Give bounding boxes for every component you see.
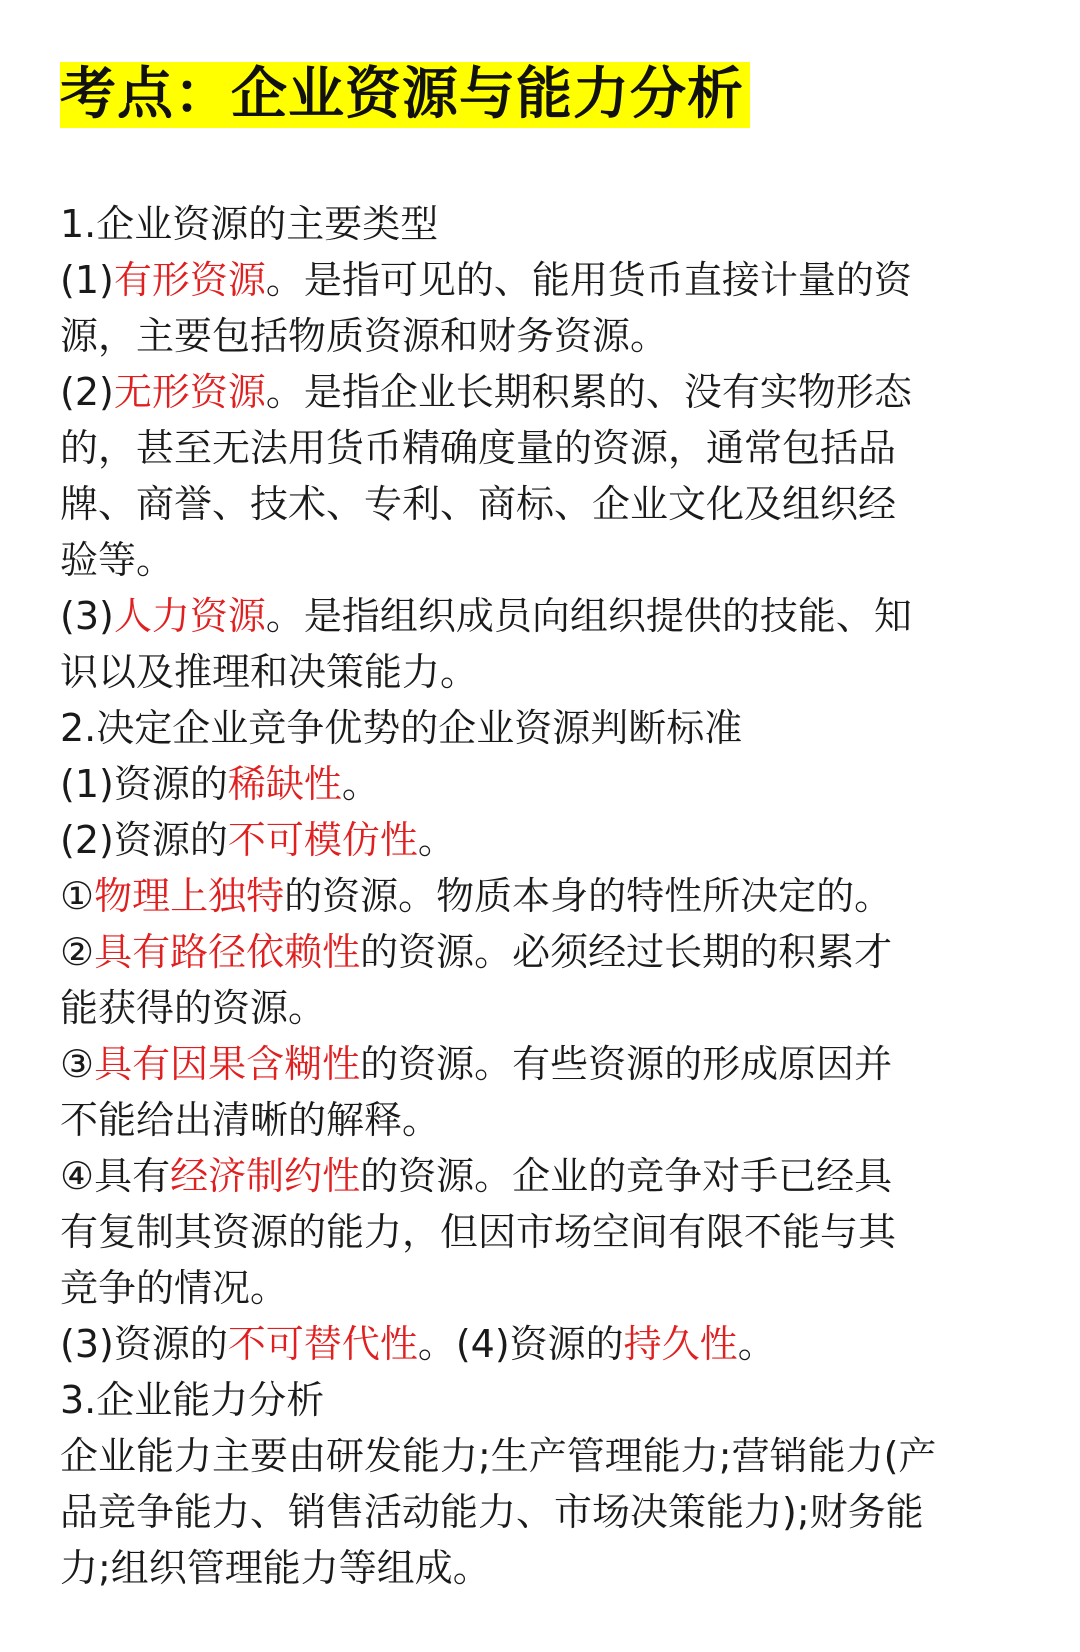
text-line	[60, 700, 1020, 756]
text-segment: 2.决定企业竞争优势的企业资源判断标准	[60, 706, 743, 750]
text-segment: (2)资源的	[60, 818, 228, 862]
text-segment: 识以及推理和决策能力。	[60, 650, 479, 694]
text-segment: 的资源。有些资源的形成原因并	[360, 1042, 893, 1086]
highlighted-term: 稀缺性	[227, 762, 342, 806]
highlighted-term: 持久性	[623, 1322, 738, 1366]
text-segment: 。	[341, 762, 380, 806]
text-line	[60, 1036, 1020, 1092]
text-line	[60, 756, 1020, 812]
highlighted-term: 无形资源	[113, 370, 266, 414]
text-segment: 企业能力主要由研发能力;生产管理能力;营销能力(产	[60, 1434, 937, 1478]
text-line	[60, 196, 1020, 252]
text-line	[60, 1260, 1020, 1316]
text-line	[60, 1372, 1020, 1428]
text-line	[60, 924, 1020, 980]
text-segment: 。	[417, 818, 456, 862]
text-line	[60, 420, 1020, 476]
text-line	[60, 588, 1020, 644]
text-segment: 不能给出清晰的解释。	[60, 1098, 441, 1142]
text-line	[60, 644, 1020, 700]
text-segment: 力;组织管理能力等组成。	[60, 1546, 491, 1590]
text-segment: 牌、商誉、技术、专利、商标、企业文化及组织经	[60, 482, 897, 526]
text-line	[60, 1484, 1020, 1540]
text-segment: 的资源。必须经过长期的积累才	[360, 930, 893, 974]
text-segment: 。是指企业长期积累的、没有实物形态	[265, 370, 912, 414]
text-segment: 。是指组织成员向组织提供的技能、知	[265, 594, 912, 638]
text-segment: ③	[60, 1042, 95, 1086]
text-segment: 品竞争能力、销售活动能力、市场决策能力);财务能	[60, 1490, 924, 1534]
highlighted-term: 不可模仿性	[227, 818, 418, 862]
text-segment: 的资源。物质本身的特性所决定的。	[284, 874, 893, 918]
highlighted-term: 具有路径依赖性	[94, 930, 361, 974]
highlighted-term: 物理上独特	[94, 874, 285, 918]
text-line	[60, 308, 1020, 364]
text-segment: 源，主要包括物质资源和财务资源。	[60, 314, 669, 358]
text-segment: (3)	[60, 594, 114, 638]
highlighted-term: 经济制约性	[170, 1154, 361, 1198]
text-segment: (1)资源的	[60, 762, 228, 806]
text-line	[60, 812, 1020, 868]
text-line	[60, 980, 1020, 1036]
highlighted-term: 有形资源	[113, 258, 266, 302]
text-line	[60, 1148, 1020, 1204]
title-banner	[60, 62, 750, 128]
text-segment: 的资源。企业的竞争对手已经具	[360, 1154, 893, 1198]
text-segment: ①	[60, 874, 95, 918]
text-segment: ④具有	[60, 1154, 171, 1198]
text-line	[60, 1092, 1020, 1148]
text-segment: 3.企业能力分析	[60, 1378, 325, 1422]
highlighted-term: 具有因果含糊性	[94, 1042, 361, 1086]
page-title: 考点：企业资源与能力分析	[60, 62, 750, 128]
text-segment: 验等。	[60, 538, 175, 582]
text-line	[60, 532, 1020, 588]
text-line	[60, 868, 1020, 924]
text-line	[60, 1204, 1020, 1260]
text-segment: 的，甚至无法用货币精确度量的资源，通常包括品	[60, 426, 897, 470]
text-line	[60, 1540, 1020, 1596]
text-line	[60, 1316, 1020, 1372]
text-segment: 。(4)资源的	[417, 1322, 624, 1366]
text-line	[60, 364, 1020, 420]
text-line	[60, 252, 1020, 308]
document-body	[60, 196, 1020, 1596]
text-segment: (3)资源的	[60, 1322, 228, 1366]
text-line	[60, 1428, 1020, 1484]
text-segment: 。是指可见的、能用货币直接计量的资	[265, 258, 912, 302]
text-segment: 竞争的情况。	[60, 1266, 289, 1310]
text-segment: 。	[737, 1322, 776, 1366]
text-segment: 有复制其资源的能力，但因市场空间有限不能与其	[60, 1210, 897, 1254]
text-line	[60, 476, 1020, 532]
text-segment: ②	[60, 930, 95, 974]
text-segment: 能获得的资源。	[60, 986, 327, 1030]
highlighted-term: 人力资源	[113, 594, 266, 638]
highlighted-term: 不可替代性	[227, 1322, 418, 1366]
text-segment: (1)	[60, 258, 114, 302]
text-segment: 1.企业资源的主要类型	[60, 202, 439, 246]
text-segment: (2)	[60, 370, 114, 414]
